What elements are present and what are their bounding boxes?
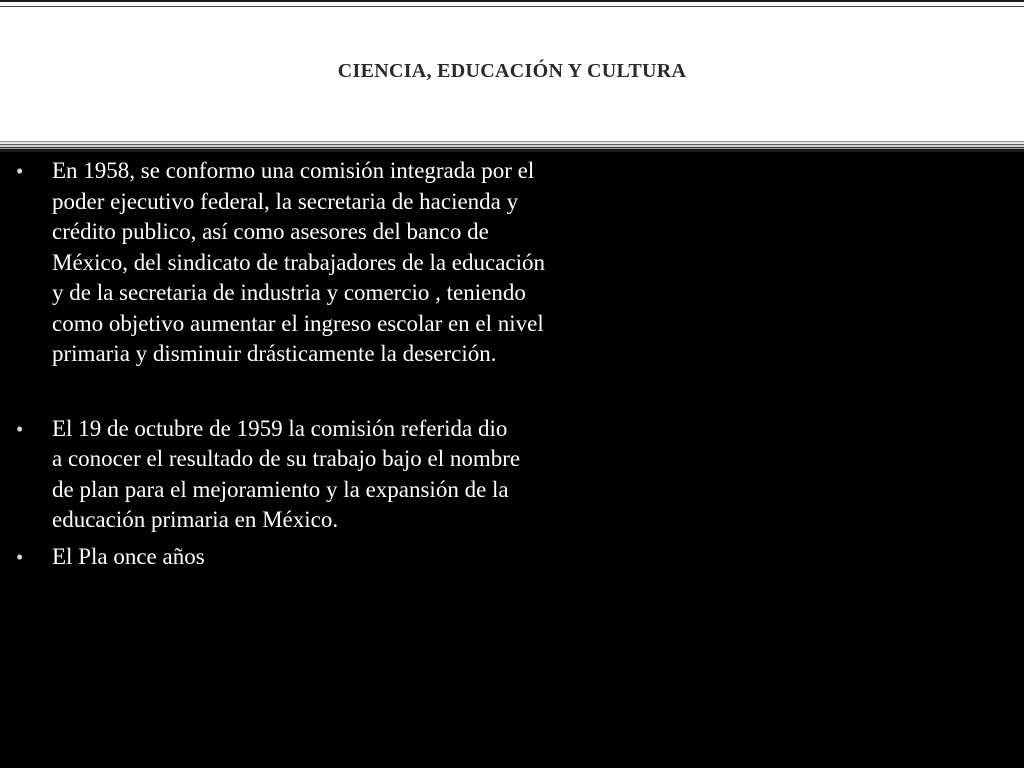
bullet-text: En 1958, se conformo una comisión integrada por el poder ejecutivo federal, la secretaria de hacienda y crédito publico, así como asesores del banco de México, del sindicato de trabajadores de la educación y de la secretaria de industria y comercio , teniendo como objetivo aumentar el ingreso escolar en el nivel primaria y disminuir drásticamente la deserción. — [52, 158, 546, 366]
bullet-item — [0, 542, 560, 573]
bullet-icon: • — [16, 159, 24, 183]
bullet-list — [0, 156, 560, 572]
bullet-item — [0, 156, 552, 370]
bullet-text: El 19 de octubre de 1959 la comisión referida dio a conocer el resultado de su trabajo bajo el nombre de plan para el mejoramiento y la expansión de la educación primaria en México. — [52, 415, 521, 532]
title-bar-divider — [0, 140, 1024, 152]
bullet-text: El Pla once años — [52, 543, 205, 569]
slide-title: CIENCIA, EDUCACIÓN Y CULTURA — [337, 60, 687, 82]
bullet-item — [0, 414, 522, 536]
bullet-icon: • — [16, 544, 24, 569]
bullet-icon: • — [16, 416, 24, 441]
